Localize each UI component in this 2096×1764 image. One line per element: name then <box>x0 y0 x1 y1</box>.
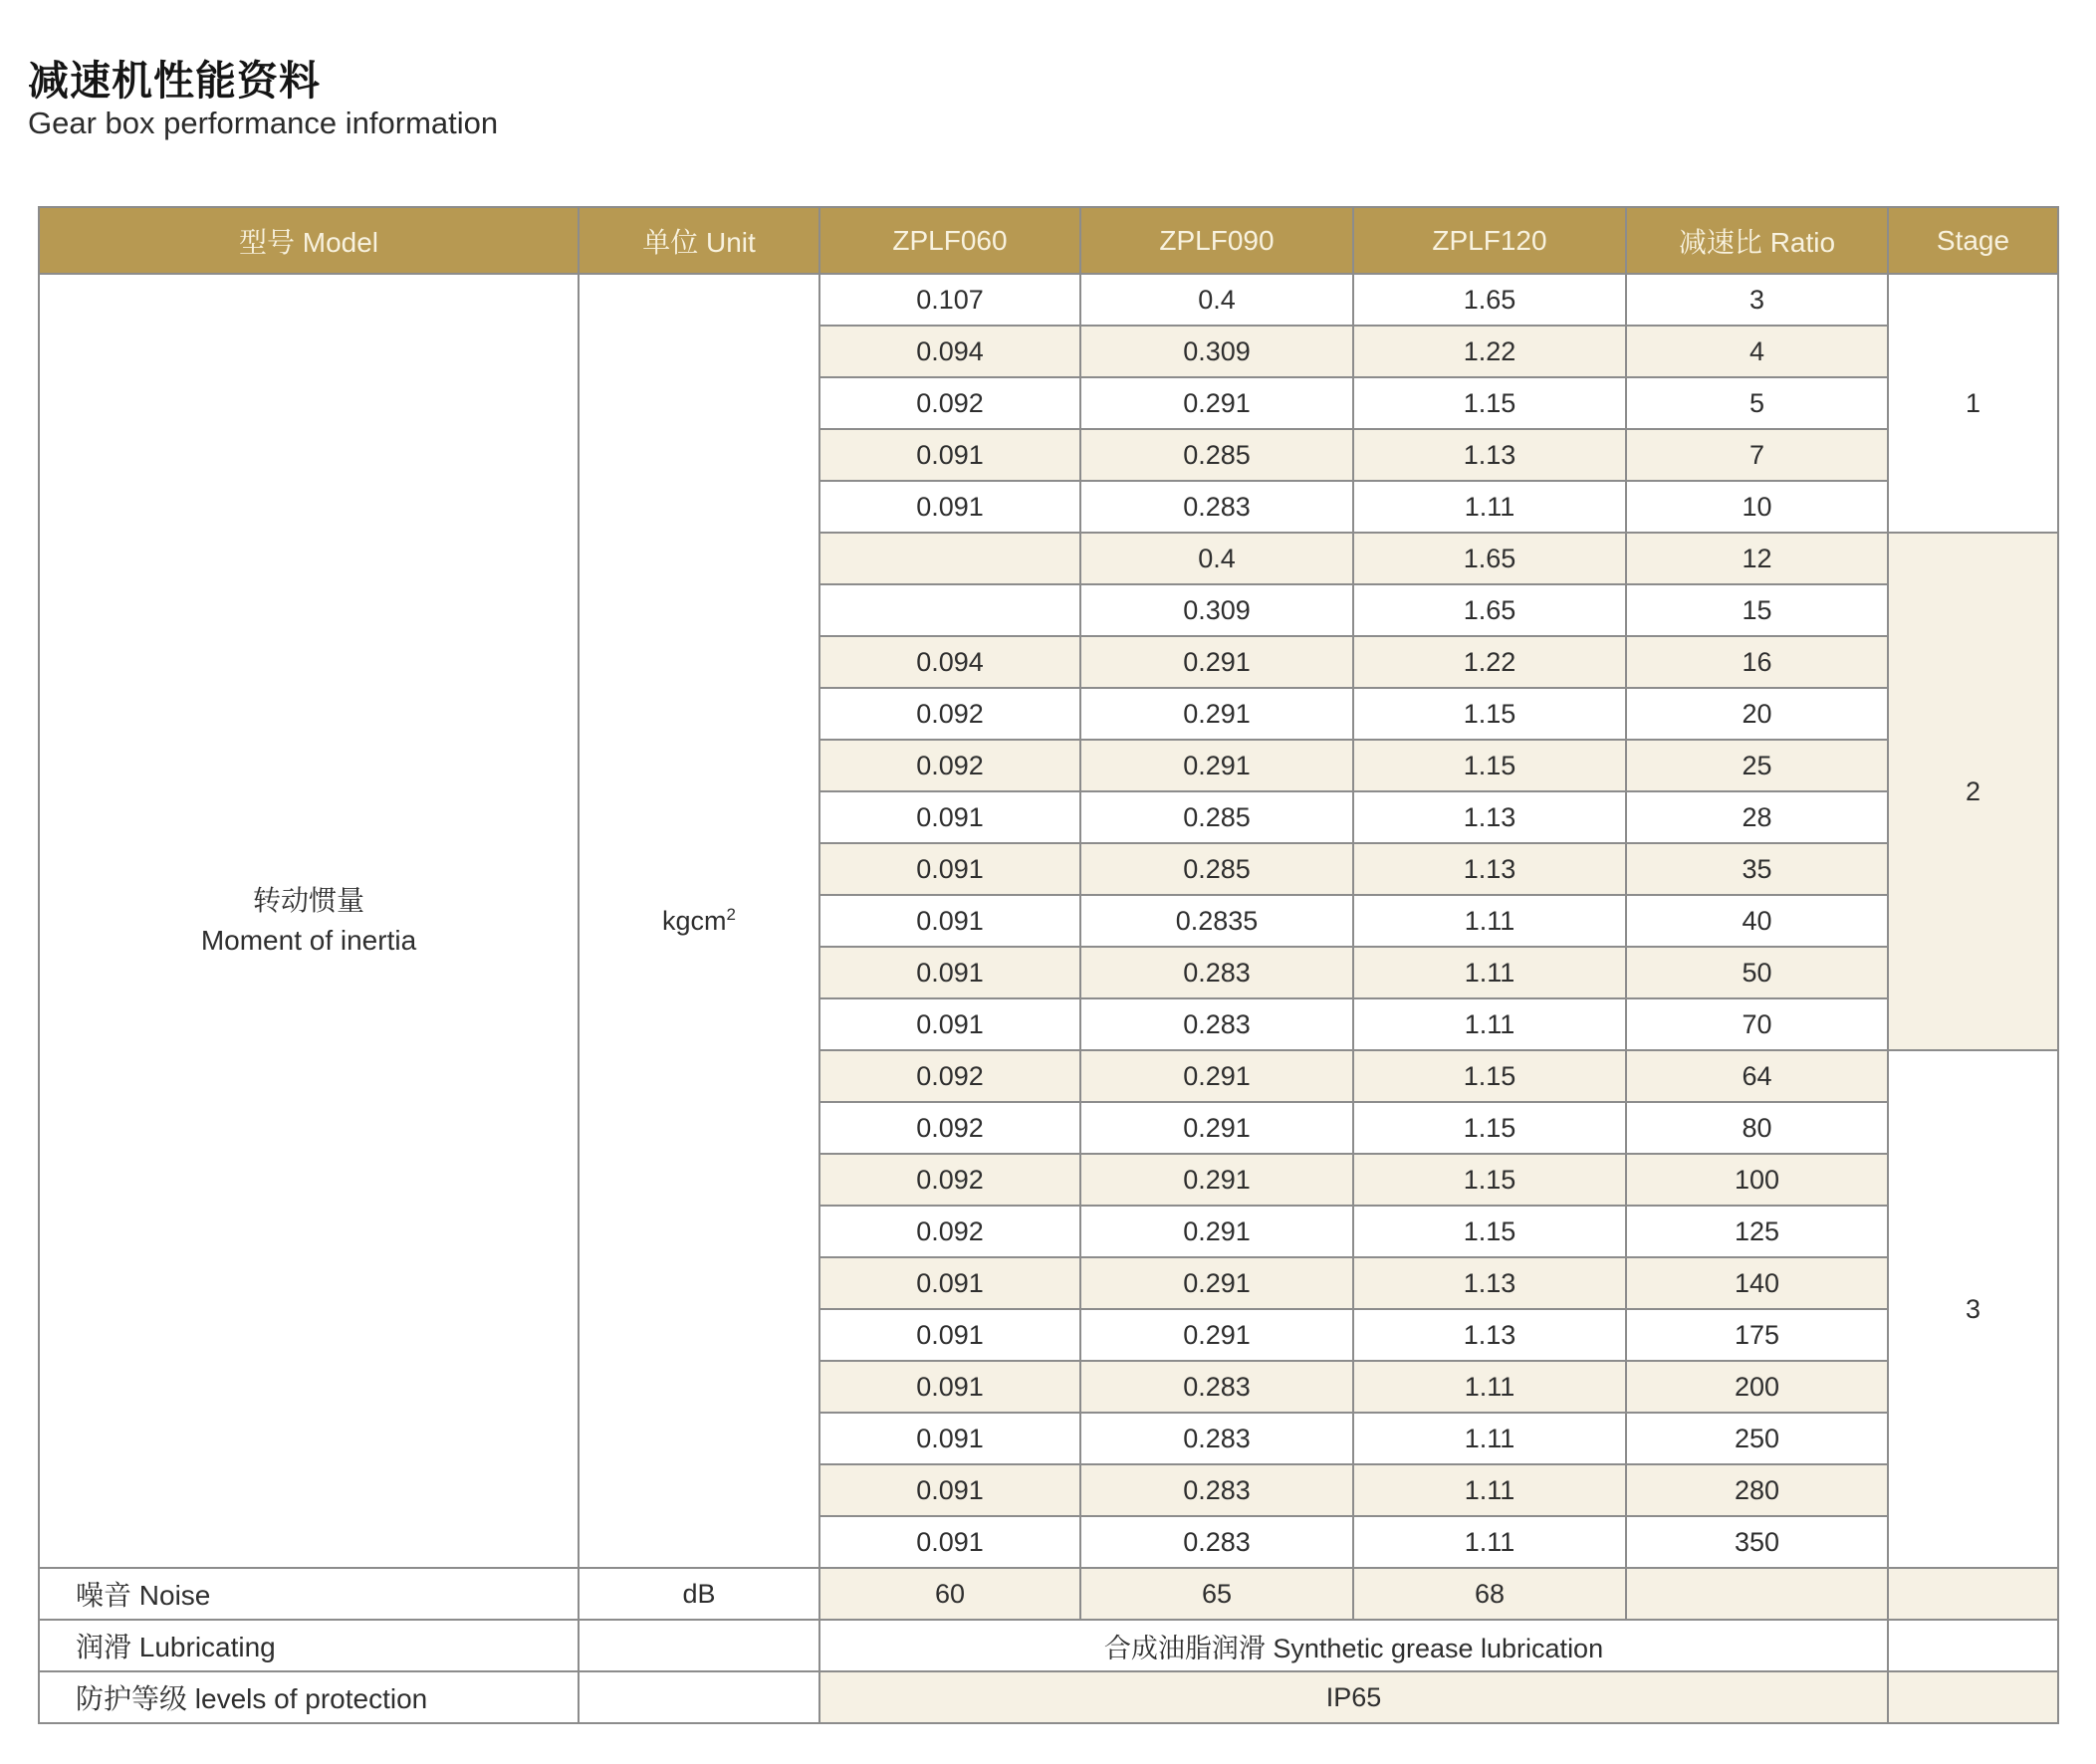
cell-zplf090: 0.283 <box>1080 1413 1353 1464</box>
table-header <box>39 207 2058 274</box>
cell-ratio: 280 <box>1626 1464 1888 1516</box>
inertia-unit-cell <box>579 274 819 1568</box>
lubricating-unit-empty <box>579 1620 819 1671</box>
cell-zplf090: 0.291 <box>1080 636 1353 688</box>
header-model: 型号 Model <box>39 207 579 274</box>
cell-zplf060: 0.091 <box>819 481 1080 533</box>
cell-zplf120: 1.15 <box>1353 1050 1626 1102</box>
cell-ratio: 25 <box>1626 740 1888 791</box>
cell-zplf120: 1.13 <box>1353 791 1626 843</box>
cell-zplf120: 1.15 <box>1353 377 1626 429</box>
header-stage: Stage <box>1888 207 2058 274</box>
cell-zplf090: 0.291 <box>1080 1102 1353 1154</box>
stage-cell-1: 1 <box>1888 274 2058 533</box>
cell-zplf120: 1.65 <box>1353 274 1626 326</box>
cell-zplf090: 0.291 <box>1080 1206 1353 1257</box>
noise-stage-empty <box>1888 1568 2058 1620</box>
cell-zplf120: 1.15 <box>1353 1102 1626 1154</box>
cell-zplf120: 1.11 <box>1353 947 1626 998</box>
cell-zplf090: 0.285 <box>1080 429 1353 481</box>
cell-zplf060: 0.091 <box>819 1516 1080 1568</box>
header-zplf060: ZPLF060 <box>819 207 1080 274</box>
cell-zplf060: 0.092 <box>819 740 1080 791</box>
cell-zplf060 <box>819 533 1080 584</box>
inertia-label-cell <box>39 274 579 1568</box>
cell-zplf060: 0.091 <box>819 1464 1080 1516</box>
cell-zplf090: 0.4 <box>1080 274 1353 326</box>
cell-zplf090: 0.283 <box>1080 998 1353 1050</box>
cell-zplf060: 0.091 <box>819 895 1080 947</box>
cell-zplf120: 1.15 <box>1353 688 1626 740</box>
cell-ratio: 175 <box>1626 1309 1888 1361</box>
noise-zplf090: 65 <box>1080 1568 1353 1620</box>
cell-ratio: 100 <box>1626 1154 1888 1206</box>
cell-zplf090: 0.291 <box>1080 740 1353 791</box>
header-zplf120: ZPLF120 <box>1353 207 1626 274</box>
cell-zplf120: 1.22 <box>1353 636 1626 688</box>
cell-zplf120: 1.11 <box>1353 1464 1626 1516</box>
cell-zplf060: 0.092 <box>819 1102 1080 1154</box>
noise-zplf120: 68 <box>1353 1568 1626 1620</box>
cell-zplf090: 0.291 <box>1080 688 1353 740</box>
cell-ratio: 140 <box>1626 1257 1888 1309</box>
cell-ratio: 125 <box>1626 1206 1888 1257</box>
cell-zplf060: 0.092 <box>819 1050 1080 1102</box>
cell-zplf060 <box>819 584 1080 636</box>
inertia-label-zh: 转动惯量 <box>252 885 364 916</box>
noise-unit: dB <box>579 1568 819 1620</box>
cell-zplf060: 0.092 <box>819 1154 1080 1206</box>
cell-zplf090: 0.309 <box>1080 584 1353 636</box>
cell-zplf090: 0.285 <box>1080 843 1353 895</box>
cell-ratio: 64 <box>1626 1050 1888 1102</box>
protection-value: IP65 <box>819 1671 1888 1723</box>
cell-ratio: 3 <box>1626 274 1888 326</box>
cell-ratio: 70 <box>1626 998 1888 1050</box>
cell-zplf090: 0.283 <box>1080 1361 1353 1413</box>
inertia-label-en: Moment of inertia <box>200 925 417 956</box>
cell-zplf120: 1.13 <box>1353 1309 1626 1361</box>
noise-zplf060: 60 <box>819 1568 1080 1620</box>
cell-ratio: 28 <box>1626 791 1888 843</box>
cell-zplf120: 1.15 <box>1353 1206 1626 1257</box>
cell-zplf060: 0.091 <box>819 1361 1080 1413</box>
cell-ratio: 20 <box>1626 688 1888 740</box>
cell-ratio: 350 <box>1626 1516 1888 1568</box>
cell-ratio: 200 <box>1626 1361 1888 1413</box>
cell-zplf120: 1.22 <box>1353 326 1626 377</box>
cell-zplf090: 0.291 <box>1080 1154 1353 1206</box>
cell-zplf120: 1.11 <box>1353 1516 1626 1568</box>
cell-zplf090: 0.291 <box>1080 377 1353 429</box>
cell-zplf120: 1.13 <box>1353 1257 1626 1309</box>
protection-stage-empty <box>1888 1671 2058 1723</box>
header-ratio: 减速比 Ratio <box>1626 207 1888 274</box>
table-row <box>39 274 2058 326</box>
cell-zplf060: 0.094 <box>819 326 1080 377</box>
cell-ratio: 80 <box>1626 1102 1888 1154</box>
cell-ratio: 7 <box>1626 429 1888 481</box>
cell-ratio: 250 <box>1626 1413 1888 1464</box>
header-row <box>39 207 2058 274</box>
noise-label: 噪音 Noise <box>39 1568 579 1620</box>
cell-zplf090: 0.291 <box>1080 1257 1353 1309</box>
cell-zplf120: 1.11 <box>1353 895 1626 947</box>
cell-zplf060: 0.091 <box>819 1257 1080 1309</box>
cell-zplf090: 0.2835 <box>1080 895 1353 947</box>
header-zplf090: ZPLF090 <box>1080 207 1353 274</box>
cell-zplf060: 0.092 <box>819 1206 1080 1257</box>
cell-ratio: 12 <box>1626 533 1888 584</box>
inertia-unit: kgcm <box>662 906 727 936</box>
cell-zplf060: 0.091 <box>819 791 1080 843</box>
cell-zplf060: 0.091 <box>819 947 1080 998</box>
cell-zplf090: 0.283 <box>1080 481 1353 533</box>
protection-unit-empty <box>579 1671 819 1723</box>
cell-ratio: 16 <box>1626 636 1888 688</box>
inertia-unit-exponent: 2 <box>726 905 736 924</box>
cell-zplf060: 0.091 <box>819 1309 1080 1361</box>
cell-zplf060: 0.092 <box>819 688 1080 740</box>
cell-zplf120: 1.13 <box>1353 843 1626 895</box>
lubricating-row <box>39 1620 2058 1671</box>
cell-ratio: 35 <box>1626 843 1888 895</box>
cell-ratio: 10 <box>1626 481 1888 533</box>
stage-cell-2: 2 <box>1888 533 2058 1050</box>
cell-zplf090: 0.291 <box>1080 1309 1353 1361</box>
cell-zplf060: 0.092 <box>819 377 1080 429</box>
cell-zplf090: 0.283 <box>1080 947 1353 998</box>
cell-ratio: 4 <box>1626 326 1888 377</box>
protection-row <box>39 1671 2058 1723</box>
extras-section <box>39 1568 2058 1723</box>
cell-zplf090: 0.4 <box>1080 533 1353 584</box>
cell-zplf120: 1.11 <box>1353 998 1626 1050</box>
cell-zplf120: 1.11 <box>1353 481 1626 533</box>
cell-zplf090: 0.283 <box>1080 1516 1353 1568</box>
cell-zplf090: 0.283 <box>1080 1464 1353 1516</box>
page-subtitle: Gear box performance information <box>28 106 499 140</box>
cell-ratio: 5 <box>1626 377 1888 429</box>
cell-zplf090: 0.291 <box>1080 1050 1353 1102</box>
lubricating-label: 润滑 Lubricating <box>39 1620 579 1671</box>
cell-zplf120: 1.11 <box>1353 1361 1626 1413</box>
cell-zplf120: 1.13 <box>1353 429 1626 481</box>
cell-ratio: 15 <box>1626 584 1888 636</box>
cell-zplf120: 1.15 <box>1353 740 1626 791</box>
noise-row <box>39 1568 2058 1620</box>
cell-zplf120: 1.15 <box>1353 1154 1626 1206</box>
cell-zplf060: 0.091 <box>819 429 1080 481</box>
cell-zplf060: 0.091 <box>819 1413 1080 1464</box>
header-unit: 单位 Unit <box>579 207 819 274</box>
lubricating-stage-empty <box>1888 1620 2058 1671</box>
stage-cell-3: 3 <box>1888 1050 2058 1568</box>
performance-table <box>38 206 2059 1724</box>
cell-ratio: 50 <box>1626 947 1888 998</box>
cell-zplf060: 0.091 <box>819 843 1080 895</box>
cell-ratio: 40 <box>1626 895 1888 947</box>
cell-zplf120: 1.65 <box>1353 533 1626 584</box>
protection-label: 防护等级 levels of protection <box>39 1671 579 1723</box>
cell-zplf060: 0.094 <box>819 636 1080 688</box>
cell-zplf120: 1.65 <box>1353 584 1626 636</box>
cell-zplf060: 0.091 <box>819 998 1080 1050</box>
cell-zplf060: 0.107 <box>819 274 1080 326</box>
page-title: 减速机性能资料 <box>28 58 321 104</box>
inertia-section <box>39 274 2058 1568</box>
lubricating-value: 合成油脂润滑 Synthetic grease lubrication <box>819 1620 1888 1671</box>
cell-zplf120: 1.11 <box>1353 1413 1626 1464</box>
cell-zplf090: 0.285 <box>1080 791 1353 843</box>
cell-zplf090: 0.309 <box>1080 326 1353 377</box>
noise-ratio-empty <box>1626 1568 1888 1620</box>
